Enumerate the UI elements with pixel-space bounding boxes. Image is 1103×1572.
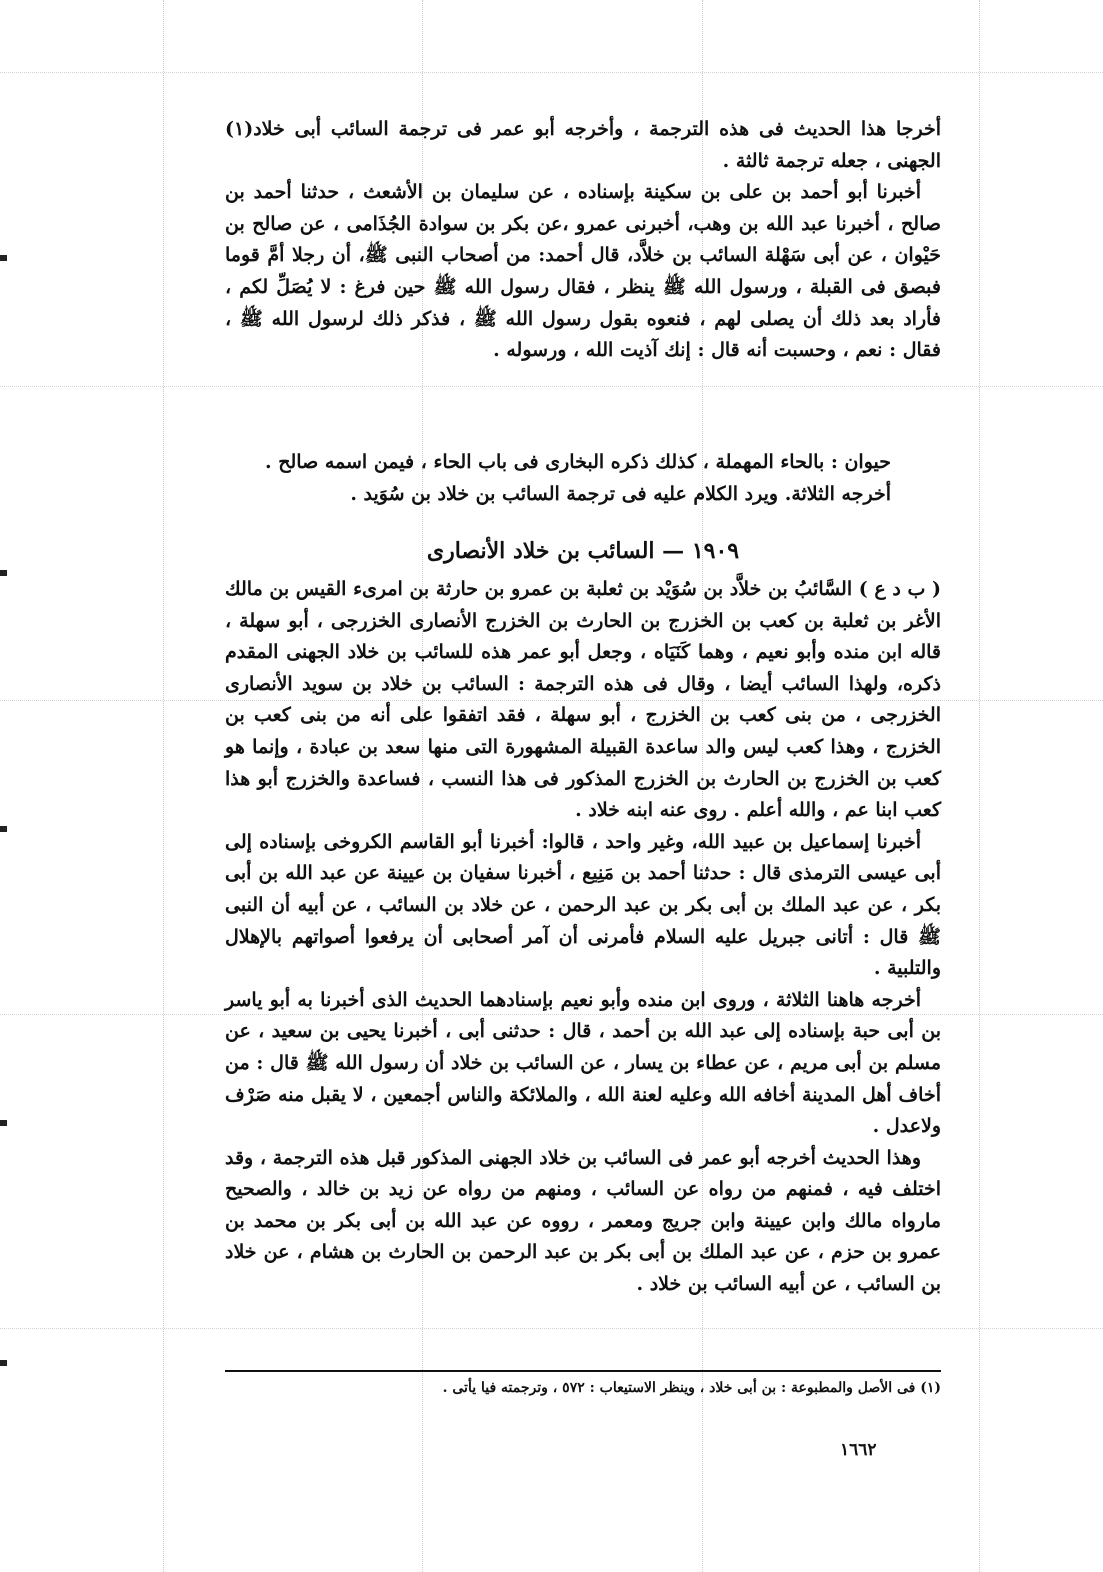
top-text-block <box>225 114 941 367</box>
scan-guide-line <box>0 1328 1103 1329</box>
paragraph: ( ب د ع ) السَّائبُ بن خلاَّد بن سُوَيْد بن ثعلبة بن عمرو بن حارثة بن امرىء القيس بن مالك الأغر بن ثعلبة بن كعب بن الخزرج بن الحارث بن الخزرج الأنصارى الخزرجى ، أبو سهلة ، قاله ابن منده وأبو نعيم ، وهما كَنَيَاه ، وجعل أبو عمر هذه للسائب بن خلاد الجهنى المقدم ذكره، ولهذا السائب أيضا ، وقال فى هذه الترجمة : السائب بن خلاد بن سويد الأنصارى الخزرجى ، من بنى كعب بن الخزرج ، أبو سهلة ، فقد اتفقوا على أنه من بنى كعب بن الخزرج ، وهذا كعب ليس والد ساعدة القبيلة المشهورة التى منها سعد بن عبادة ، وإنما هو كعب بن الخزرج بن الحارث بن الخزرج المذكور فى هذا النسب ، فساعدة والخزرج أبو هذا كعب ابنا عم ، والله أعلم . روى عنه ابنه خلاد . <box>225 578 941 822</box>
scan-guide-line <box>163 0 164 1572</box>
paragraph: وهذا الحديث أخرجه أبو عمر فى السائب بن خلاد الجهنى المذكور قبل هذه الترجمة ، وقد اختلف فيه ، فمنهم من رواه عن السائب ، ومنهم من رواه عن زيد بن خالد ، والصحيح مارواه مالك وابن عيينة وابن جريج ومعمر ، رووه عن عبد الله بن أبى بكر بن محمد بن عمرو بن حزم ، عن عبد الملك بن أبى بكر بن عبد الرحمن بن الحارث بن هشام ، عن خلاد بن السائب ، عن أبيه السائب بن خلاد . <box>225 1146 941 1296</box>
footnote: (١) فى الأصل والمطبوعة : بن أبى خلاد ، وينظر الاستيعاب : ٥٧٢ ، وترجمته فيا يأتى . <box>442 1380 941 1396</box>
entry-heading: ١٩٠٩ — السائب بن خلاد الأنصارى <box>426 538 740 564</box>
paragraph: أخرجا هذا الحديث فى هذه الترجمة ، وأخرجه أبو عمر فى ترجمة السائب أبى خلاد(١) الجهنى ، جعله ترجمة ثالثة . <box>225 118 941 172</box>
scan-guide-line <box>979 0 980 1572</box>
paragraph: أخرجه الثلاثة. ويرد الكلام عليه فى ترجمة السائب بن خلاد بن سُوَيد . <box>350 482 891 505</box>
entry-text-block <box>225 574 941 1301</box>
footnote-divider <box>225 1370 941 1372</box>
paragraph: أخرجه هاهنا الثلاثة ، وروى ابن منده وأبو نعيم بإسنادهما الحديث الذى أخبرنا به أبو ياسر بن أبى حبة بإسناده إلى عبد الله بن أحمد ، قال : حدثنى أبى ، أخبرنا يحيى بن سعيد ، عن مسلم بن أبى مريم ، عن عطاء بن يسار ، عن السائب بن خلاد أن رسول الله ﷺ قال : من أخاف أهل المدينة أخافه الله وعليه لعنة الله ، والملائكة والناس أجمعين ، لا يقبل منه صَرْف ولاعدل . <box>225 988 942 1138</box>
margin-mark <box>0 570 7 576</box>
margin-mark <box>0 1120 7 1126</box>
margin-mark <box>0 255 7 261</box>
scan-guide-line <box>0 72 1103 73</box>
paragraph: حيوان : بالحاء المهملة ، كذلك ذكره البخارى فى باب الحاء ، فيمن اسمه صالح . <box>265 451 891 473</box>
margin-mark <box>0 1360 7 1366</box>
paragraph: أخبرنا أبو أحمد بن على بن سكينة بإسناده ، عن سليمان بن الأشعث ، حدثنا أحمد بن صالح ، أخبرنا عبد الله بن وهب، أخبرنى عمرو ،عن بكر بن سوادة الجُذَامى ، عن صالح بن حَيْوان ، عن أبى سَهْلة السائب بن خلاَّد، قال أحمد: من أصحاب النبى ﷺ، أن رجلا أمَّ قوما فبصق فى القبلة ، ورسول الله ﷺ ينظر ، فقال رسول الله ﷺ حين فرغ : لا يُصَلِّ لكم ، فأراد بعد ذلك أن يصلى لهم ، فنعوه بقول رسول الله ﷺ ، فذكر ذلك لرسول الله ﷺ ، فقال : نعم ، وحسبت أنه قال : إنك آذيت الله ، ورسوله . <box>225 181 941 362</box>
margin-mark <box>0 826 7 832</box>
notes-text-block <box>225 447 941 510</box>
scan-guide-line <box>0 386 1103 387</box>
paragraph: أخبرنا إسماعيل بن عبيد الله، وغير واحد ، قالوا: أخبرنا أبو القاسم الكروخى بإسناده إلى أبى عيسى الترمذى قال : حدثنا أحمد بن مَنِيع ، أخبرنا سفيان بن عيينة عن عبد الله بن أبى بكر ، عن عبد الملك بن أبى بكر بن عبد الرحمن ، عن خلاد بن السائب ، عن أبيه أن النبى ﷺ قال : أتانى جبريل عليه السلام فأمرنى أن آمر أصحابى أن يرفعوا أصواتهم بالإهلال والتلبية . <box>225 830 941 980</box>
page-number: ١٦٦٢ <box>840 1440 877 1460</box>
